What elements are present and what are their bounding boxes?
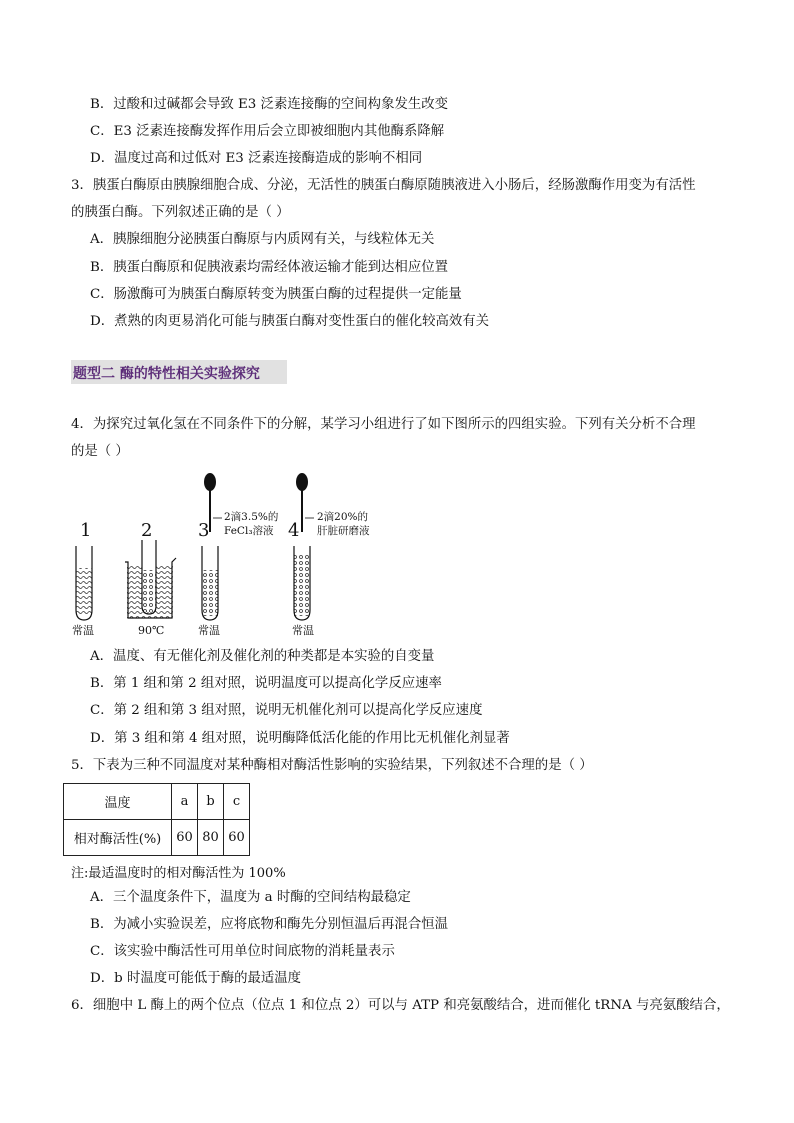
table-value-c: 60 bbox=[224, 820, 250, 856]
q2-option-b: B．过酸和过碱都会导致 E3 泛素连接酶的空间构象发生改变 bbox=[90, 97, 449, 112]
tube-3 bbox=[202, 546, 218, 620]
reagent-4-line1: 2滴20%的 bbox=[317, 511, 369, 523]
q4-stem-line1: 4．为探究过氧化氢在不同条件下的分解，某学习小组进行了如下图所示的四组实验。下列有关分析不合理 bbox=[71, 417, 696, 432]
tube-4 bbox=[294, 546, 310, 620]
q4-option-c: C．第 2 组和第 3 组对照，说明无机催化剂可以提高化学反应速度 bbox=[90, 703, 483, 718]
section-heading bbox=[71, 360, 287, 384]
q3-stem-line1: 3．胰蛋白酶原由胰腺细胞合成、分泌，无活性的胰蛋白酶原随胰液进入小肠后，经肠激酶作用变为有活性 bbox=[71, 178, 696, 193]
tube-1-number: 1 bbox=[80, 520, 92, 541]
q6-stem-line1: 6．细胞中 L 酶上的两个位点（位点 1 和位点 2）可以与 ATP 和亮氨酸结合，进而催化 tRNA 与亮氨酸结合， bbox=[71, 998, 730, 1013]
enzyme-activity-table bbox=[63, 783, 250, 856]
q2-option-c: C．E3 泛素连接酶发挥作用后会立即被细胞内其他酶系降解 bbox=[90, 124, 445, 139]
tube-3-number: 3 bbox=[198, 520, 210, 541]
q4-option-d: D．第 3 组和第 4 组对照，说明酶降低活化能的作用比无机催化剂显著 bbox=[90, 731, 510, 746]
q5-stem: 5．下表为三种不同温度对某种酶相对酶活性影响的实验结果，下列叙述不合理的是（ ） bbox=[71, 758, 593, 773]
table-col-a: a bbox=[172, 784, 198, 820]
tube-2-number: 2 bbox=[141, 520, 153, 541]
table-row bbox=[64, 820, 250, 856]
q3-option-b: B．胰蛋白酶原和促胰液素均需经体液运输才能到达相应位置 bbox=[90, 260, 448, 275]
q4-option-a: A．温度、有无催化剂及催化剂的种类都是本实验的自变量 bbox=[90, 649, 435, 664]
q5-option-a: A．三个温度条件下，温度为 a 时酶的空间结构最稳定 bbox=[90, 890, 411, 905]
tube-2-label: 90℃ bbox=[138, 624, 165, 637]
tube-2 bbox=[142, 540, 156, 614]
q5-option-c: C．该实验中酶活性可用单位时间底物的消耗量表示 bbox=[90, 944, 395, 959]
tube-1-label: 常温 bbox=[72, 624, 94, 637]
table-header-label: 温度 bbox=[64, 784, 172, 820]
table-value-a: 60 bbox=[172, 820, 198, 856]
q3-option-c: C．肠激酶可为胰蛋白酶原转变为胰蛋白酶的过程提供一定能量 bbox=[90, 287, 462, 302]
q5-option-b: B．为减小实验误差，应将底物和酶先分别恒温后再混合恒温 bbox=[90, 917, 448, 932]
q2-option-d: D．温度过高和过低对 E3 泛素连接酶造成的影响不相同 bbox=[90, 151, 423, 166]
q5-option-d: D．b 时温度可能低于酶的最适温度 bbox=[90, 971, 302, 986]
q3-stem-line2: 的胰蛋白酶。下列叙述正确的是（ ） bbox=[71, 205, 290, 220]
q4-option-b: B．第 1 组和第 2 组对照，说明温度可以提高化学反应速率 bbox=[90, 676, 442, 691]
table-col-b: b bbox=[198, 784, 224, 820]
table-col-c: c bbox=[224, 784, 250, 820]
q4-stem-line2: 的是（ ） bbox=[71, 444, 129, 459]
reagent-3-line1: 2滴3.5%的 bbox=[224, 511, 279, 523]
table-note: 注:最适温度时的相对酶活性为 100% bbox=[71, 866, 286, 881]
table-row-label: 相对酶活性(%) bbox=[64, 820, 172, 856]
q3-option-d: D．煮熟的肉更易消化可能与胰蛋白酶对变性蛋白的催化较高效有关 bbox=[90, 314, 490, 329]
tube-3-label: 常温 bbox=[198, 624, 220, 637]
tube-4-number: 4 bbox=[288, 520, 300, 541]
table-value-b: 80 bbox=[198, 820, 224, 856]
reagent-3-line2: FeCl₃溶液 bbox=[224, 525, 274, 537]
tube-1 bbox=[76, 546, 92, 620]
section-title: 题型二 酶的特性相关实验探究 bbox=[73, 366, 260, 382]
reagent-4-line2: 肝脏研磨液 bbox=[317, 525, 370, 537]
tube-4-label: 常温 bbox=[292, 624, 314, 637]
q3-option-a: A．胰腺细胞分泌胰蛋白酶原与内质网有关，与线粒体无关 bbox=[90, 232, 435, 247]
table-header-row bbox=[64, 784, 250, 820]
experiment-diagram bbox=[70, 470, 410, 640]
